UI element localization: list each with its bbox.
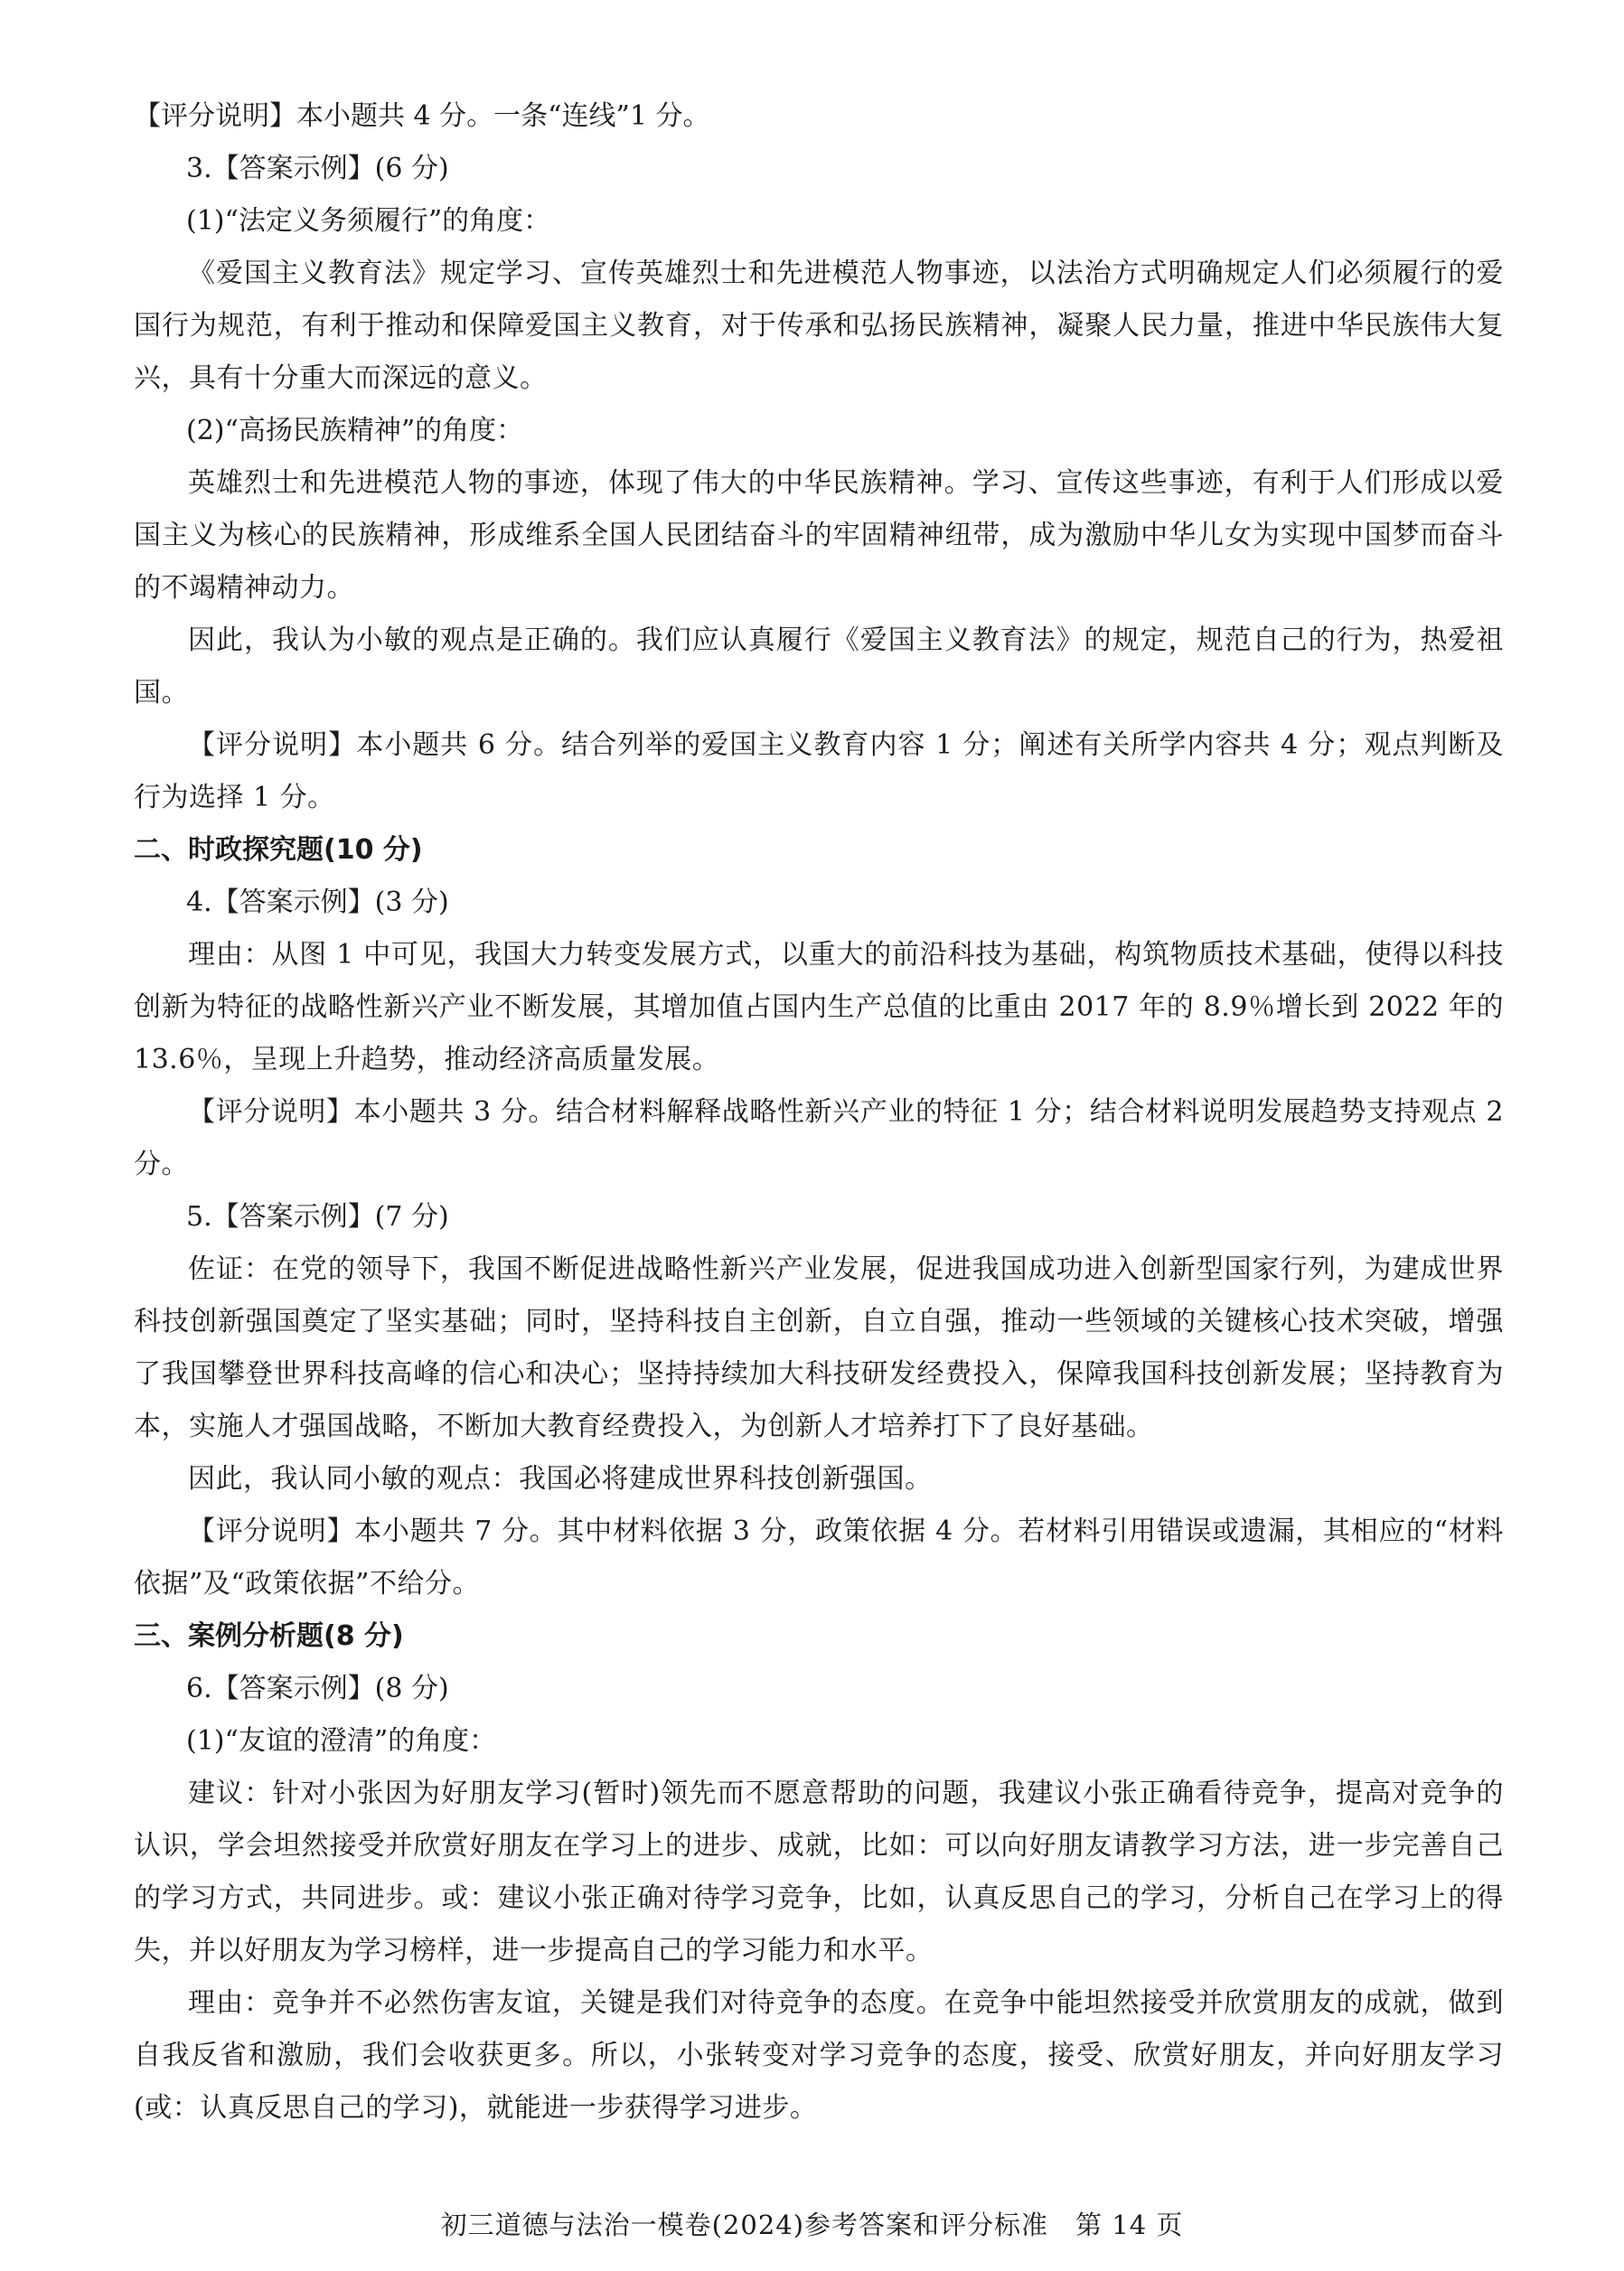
section-2-heading: 二、时政探究题(10 分) bbox=[134, 834, 423, 866]
q6-angle-1-heading: (1)“友谊的澄清”的角度： bbox=[186, 1725, 497, 1757]
scoring-note-q4: 【评分说明】本小题共 3 分。结合材料解释战略性新兴产业的特征 1 分；结合材料说明发展趋势支持观点 2 分。 bbox=[134, 1096, 1504, 1180]
q5-conclusion: 因此，我认同小敏的观点：我国必将建成世界科技创新强国。 bbox=[188, 1463, 933, 1495]
q6-suggestion: 建议：针对小张因为好朋友学习(暂时)领先而不愿意帮助的问题，我建议小张正确看待竞争，提高对竞争的认识，学会坦然接受并欣赏好朋友在学习上的进步、成就，比如：可以向好朋友请教学习方法，进一步完善自己的学习方式，共同进步。或：建议小张正确对待学习竞争，比如，认真反思自己的学习，分析自己在学习上的得失，并以好朋友为学习榜样，进一步提高自己的学习能力和水平。 bbox=[134, 1778, 1504, 1966]
q3-angle-1-heading: (1)“法定义务须履行”的角度： bbox=[186, 205, 551, 237]
page-footer: 初三道德与法治一模卷(2024)参考答案和评分标准 第 14 页 bbox=[440, 2210, 1184, 2240]
scoring-note-q3: 【评分说明】本小题共 6 分。结合列举的爱国主义教育内容 1 分；阐述有关所学内容共 4 分；观点判断及行为选择 1 分。 bbox=[134, 729, 1504, 813]
q4-reason: 理由：从图 1 中可见，我国大力转变发展方式，以重大的前沿科技为基础，构筑物质技术基础，使得以科技创新为特征的战略性新兴产业不断发展，其增加值占国内生产总值的比重由 2017 年的 8.9％增长到 2022 年的 13.6％，呈现上升趋势，推动经济高质量发展。 bbox=[134, 939, 1504, 1075]
answer-q4-heading: 4.【答案示例】(3 分) bbox=[186, 887, 449, 918]
q3-conclusion: 因此，我认为小敏的观点是正确的。我们应认真履行《爱国主义教育法》的规定，规范自己的行为，热爱祖国。 bbox=[134, 624, 1504, 709]
q3-angle-1-text: 《爱国主义教育法》规定学习、宣传英雄烈士和先进模范人物事迹，以法治方式明确规定人们必须履行的爱国行为规范，有利于推动和保障爱国主义教育，对于传承和弘扬民族精神，凝聚人民力量，推进中华民族伟大复兴，具有十分重大而深远的意义。 bbox=[134, 258, 1504, 394]
answer-q6-heading: 6.【答案示例】(8 分) bbox=[186, 1673, 449, 1704]
answer-q5-heading: 5.【答案示例】(7 分) bbox=[186, 1201, 449, 1233]
section-3-heading: 三、案例分析题(8 分) bbox=[134, 1620, 404, 1652]
document-body bbox=[134, 90, 1504, 2135]
q5-evidence: 佐证：在党的领导下，我国不断促进战略性新兴产业发展，促进我国成功进入创新型国家行列，为建成世界科技创新强国奠定了坚实基础；同时，坚持科技自主创新，自立自强，推动一些领域的关键核心技术突破，增强了我国攀登世界科技高峰的信心和决心；坚持持续加大科技研发经费投入，保障我国科技创新发展；坚持教育为本，实施人才强国战略，不断加大教育经费投入，为创新人才培养打下了良好基础。 bbox=[134, 1253, 1504, 1442]
scoring-note-q5: 【评分说明】本小题共 7 分。其中材料依据 3 分，政策依据 4 分。若材料引用错误或遗漏，其相应的“材料依据”及“政策依据”不给分。 bbox=[134, 1516, 1504, 1600]
q3-angle-2-text: 英雄烈士和先进模范人物的事迹，体现了伟大的中华民族精神。学习、宣传这些事迹，有利于人们形成以爱国主义为核心的民族精神，形成维系全国人民团结奋斗的牢固精神纽带，成为激励中华儿女为实现中国梦而奋斗的不竭精神动力。 bbox=[134, 467, 1504, 604]
q3-angle-2-heading: (2)“高扬民族精神”的角度： bbox=[186, 415, 524, 446]
q6-reason: 理由：竞争并不必然伤害友谊，关键是我们对待竞争的态度。在竞争中能坦然接受并欣赏朋友的成就，做到自我反省和激励，我们会收获更多。所以，小张转变对学习竞争的态度，接受、欣赏好朋友，并向好朋友学习(或：认真反思自己的学习)，就能进一步获得学习进步。 bbox=[134, 1987, 1504, 2124]
scoring-note-q2: 【评分说明】本小题共 4 分。一条“连线”1 分。 bbox=[134, 100, 710, 132]
answer-q3-heading: 3.【答案示例】(6 分) bbox=[186, 153, 449, 184]
